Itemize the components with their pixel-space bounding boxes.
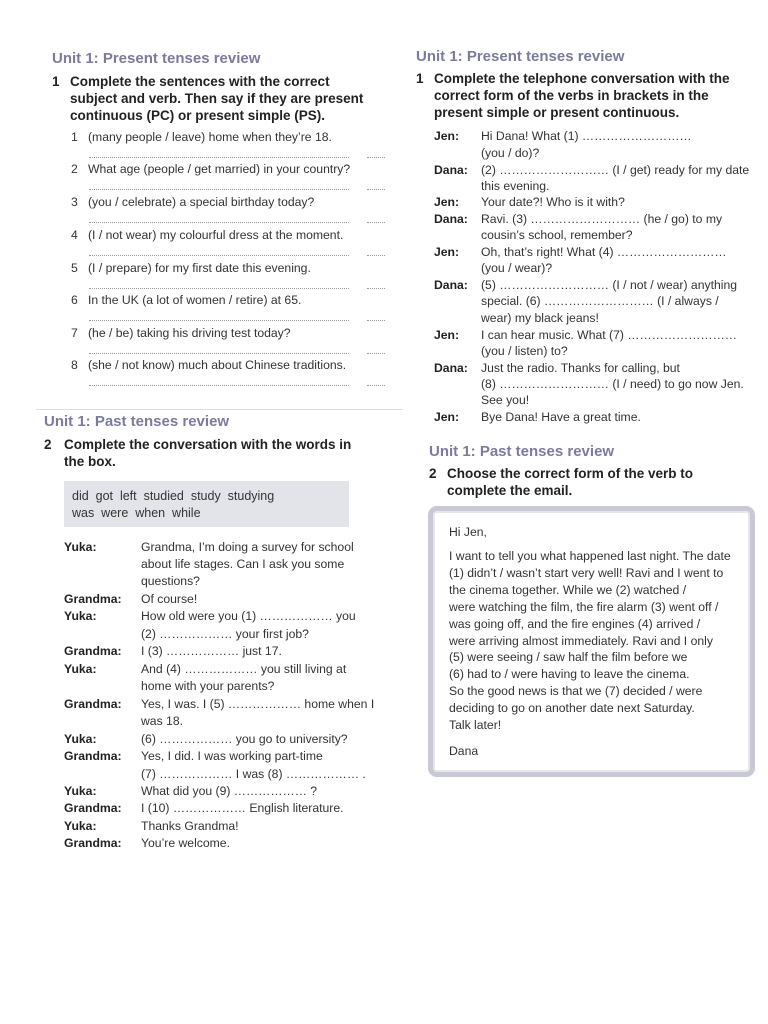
- instruction-line: Complete the sentences with the correct: [70, 74, 330, 89]
- speaker-label: Yuka:: [64, 609, 97, 623]
- dialogue-line: Your date?! Who is it with?: [481, 195, 625, 209]
- speaker-label: Dana:: [434, 163, 468, 177]
- dialogue-line: Just the radio. Thanks for calling, but: [481, 361, 680, 375]
- answer-line[interactable]: [89, 255, 349, 256]
- exercise-number: 1: [52, 74, 60, 89]
- dialogue-line: (6) ……………… you go to university?: [141, 732, 348, 746]
- exercise-number: 1: [416, 71, 424, 86]
- dialogue-line: this evening.: [481, 179, 550, 193]
- item-number: 1: [71, 130, 78, 144]
- email-line: So the good news is that we (7) decided / were: [449, 684, 703, 699]
- email-line: deciding to go on another date next Saturday.: [449, 701, 695, 716]
- instruction-line: the box.: [64, 454, 116, 469]
- answer-line[interactable]: [89, 320, 349, 321]
- exercise-item: [71, 293, 391, 323]
- item-number: 4: [71, 228, 78, 242]
- dialogue-line: Thanks Grandma!: [141, 819, 239, 833]
- answer-type-line[interactable]: [367, 288, 385, 289]
- item-text: (I / prepare) for my first date this evening.: [88, 261, 311, 275]
- dialogue-line: See you!: [481, 393, 530, 407]
- dialogue-line: (7) ……………… I was (8) ……………… .: [141, 767, 366, 781]
- email-line: (6) had to / were having to leave the cinema.: [449, 667, 690, 682]
- instruction-line: continuous (PC) or present simple (PS).: [70, 108, 326, 123]
- dialogue-line: (2) ……………………… (I / get) ready for my date: [481, 163, 750, 177]
- item-number: 7: [71, 326, 78, 340]
- exercise-item: [71, 358, 391, 388]
- email-line: Talk later!: [449, 718, 502, 732]
- answer-type-line[interactable]: [367, 189, 385, 190]
- dialogue-line: (8) ……………………… (I / need) to go now Jen.: [481, 377, 744, 391]
- speaker-label: Grandma:: [64, 836, 122, 850]
- dialogue-line: (you / wear)?: [481, 261, 553, 275]
- dialogue-line: How old were you (1) ……………… you: [141, 609, 356, 623]
- item-text: In the UK (a lot of women / retire) at 65.: [88, 293, 302, 307]
- exercise-instruction: [44, 436, 404, 470]
- dialogue-line: You’re welcome.: [141, 836, 230, 850]
- dialogue-line: Grandma, I’m doing a survey for school: [141, 540, 354, 554]
- telephone-conversation: [434, 128, 764, 428]
- divider: [36, 409, 403, 410]
- dialogue-line: (5) ……………………… (I / not / wear) anything: [481, 278, 737, 292]
- dialogue-line: What did you (9) ……………… ?: [141, 784, 318, 798]
- speaker-label: Yuka:: [64, 540, 97, 554]
- dialogue-line: And (4) ……………… you still living at: [141, 662, 347, 676]
- exercise-number: 2: [429, 466, 437, 481]
- exercise-instruction: [416, 70, 756, 121]
- answer-line[interactable]: [89, 222, 349, 223]
- speaker-label: Grandma:: [64, 697, 122, 711]
- dialogue-line: wear) my black jeans!: [481, 311, 599, 325]
- dialogue-line: (2) ……………… your first job?: [141, 627, 309, 641]
- speaker-label: Grandma:: [64, 592, 122, 606]
- speaker-label: Grandma:: [64, 801, 122, 815]
- speaker-label: Jen:: [434, 410, 460, 424]
- item-number: 3: [71, 195, 78, 209]
- item-text: (you / celebrate) a special birthday today?: [88, 195, 315, 209]
- item-number: 2: [71, 162, 78, 176]
- answer-type-line[interactable]: [367, 255, 385, 256]
- word-box-line: was were when while: [72, 506, 201, 520]
- instruction-line: Complete the telephone conversation with the: [434, 71, 730, 86]
- speaker-label: Yuka:: [64, 732, 97, 746]
- dialogue-line: I (10) ……………… English literature.: [141, 801, 344, 815]
- instruction-line: Choose the correct form of the verb to: [447, 466, 694, 481]
- exercise-item: [71, 228, 391, 258]
- speaker-label: Dana:: [434, 361, 468, 375]
- item-number: 8: [71, 358, 78, 372]
- dialogue-line: Yes, I was. I (5) ……………… home when I: [141, 697, 375, 711]
- conversation: [64, 539, 404, 859]
- answer-line[interactable]: [89, 189, 349, 190]
- instruction-line: correct form of the verbs in brackets in the: [434, 88, 709, 103]
- dialogue-line: cousin’s school, remember?: [481, 228, 633, 242]
- speaker-label: Jen:: [434, 129, 460, 143]
- answer-line[interactable]: [89, 385, 349, 386]
- answer-type-line[interactable]: [367, 385, 385, 386]
- exercise-instruction: [52, 73, 402, 124]
- answer-type-line[interactable]: [367, 157, 385, 158]
- right-past-section: [429, 443, 759, 499]
- email-line: were watching the film, the fire alarm (3) went off /: [449, 599, 719, 614]
- answer-line[interactable]: [89, 288, 349, 289]
- answer-type-line[interactable]: [367, 320, 385, 321]
- item-text: (many people / leave) home when they’re 18.: [88, 130, 332, 144]
- exercise-number: 2: [44, 437, 52, 452]
- speaker-label: Dana:: [434, 278, 468, 292]
- exercise-item: [71, 130, 391, 160]
- instruction-line: subject and verb. Then say if they are present: [70, 91, 364, 106]
- dialogue-line: I (3) ……………… just 17.: [141, 644, 282, 658]
- item-text: (she / not know) much about Chinese traditions.: [88, 358, 347, 372]
- email-line: (1) didn’t / wasn’t start very well! Ravi and I went to: [449, 565, 724, 580]
- dialogue-line: about life stages. Can I ask you some: [141, 557, 345, 571]
- answer-type-line[interactable]: [367, 353, 385, 354]
- email-line: were arriving almost immediately. Ravi and I only: [449, 633, 713, 648]
- email-box: [428, 506, 755, 777]
- dialogue-line: home with your parents?: [141, 679, 275, 693]
- word-box: [64, 481, 349, 527]
- speaker-label: Jen:: [434, 195, 460, 209]
- section-title: Unit 1: Present tenses review: [416, 48, 625, 65]
- section-title: Unit 1: Present tenses review: [52, 50, 261, 67]
- dialogue-line: Of course!: [141, 592, 198, 606]
- item-text: (I / not wear) my colourful dress at the moment.: [88, 228, 344, 242]
- section-title: Unit 1: Past tenses review: [44, 413, 230, 430]
- exercise-instruction: [429, 465, 759, 499]
- speaker-label: Yuka:: [64, 784, 97, 798]
- email-line: was going off, and the fire engines (4) arrived /: [449, 616, 701, 631]
- item-text: What age (people / get married) in your country?: [88, 162, 351, 176]
- dialogue-line: (you / listen) to?: [481, 344, 568, 358]
- speaker-label: Yuka:: [64, 662, 97, 676]
- answer-type-line[interactable]: [367, 222, 385, 223]
- instruction-line: Complete the conversation with the words in: [64, 437, 352, 452]
- left-past-section: [44, 413, 404, 470]
- email-line: I want to tell you what happened last night. The date: [449, 549, 731, 563]
- item-text: (he / be) taking his driving test today?: [88, 326, 291, 340]
- speaker-label: Jen:: [434, 245, 460, 259]
- speaker-label: Yuka:: [64, 819, 97, 833]
- dialogue-line: I can hear music. What (7) ………………………: [481, 328, 737, 342]
- instruction-line: present simple or present continuous.: [434, 105, 680, 120]
- answer-line[interactable]: [89, 157, 349, 158]
- answer-line[interactable]: [89, 353, 349, 354]
- speaker-label: Dana:: [434, 212, 468, 226]
- exercise-item: [71, 326, 391, 356]
- dialogue-line: special. (6) ……………………… (I / always /: [481, 294, 719, 308]
- dialogue-line: was 18.: [141, 714, 184, 728]
- item-number: 5: [71, 261, 78, 275]
- dialogue-line: Yes, I did. I was working part-time: [141, 749, 323, 763]
- dialogue-line: questions?: [141, 574, 200, 588]
- dialogue-line: Ravi. (3) ……………………… (he / go) to my: [481, 212, 723, 226]
- email-greeting: Hi Jen,: [449, 525, 487, 539]
- word-box-line: did got left studied study studying: [72, 489, 275, 503]
- dialogue-line: (you / do)?: [481, 146, 540, 160]
- email-line: the cinema together. While we (2) watched /: [449, 582, 687, 597]
- item-number: 6: [71, 293, 78, 307]
- email-signoff: Dana: [449, 744, 479, 758]
- dialogue-line: Bye Dana! Have a great time.: [481, 410, 641, 424]
- section-title: Unit 1: Past tenses review: [429, 443, 615, 460]
- email-line: (5) were seeing / saw half the film before we: [449, 650, 688, 665]
- speaker-label: Grandma:: [64, 644, 122, 658]
- dialogue-line: Oh, that’s right! What (4) ………………………: [481, 245, 727, 259]
- speaker-label: Jen:: [434, 328, 460, 342]
- speaker-label: Grandma:: [64, 749, 122, 763]
- instruction-line: complete the email.: [447, 483, 573, 498]
- dialogue-line: Hi Dana! What (1) ………………………: [481, 129, 692, 143]
- exercise-item: [71, 261, 391, 291]
- exercise-item: [71, 195, 391, 225]
- left-present-section: [52, 50, 402, 124]
- exercise-item: [71, 162, 391, 192]
- right-present-section: [416, 48, 756, 121]
